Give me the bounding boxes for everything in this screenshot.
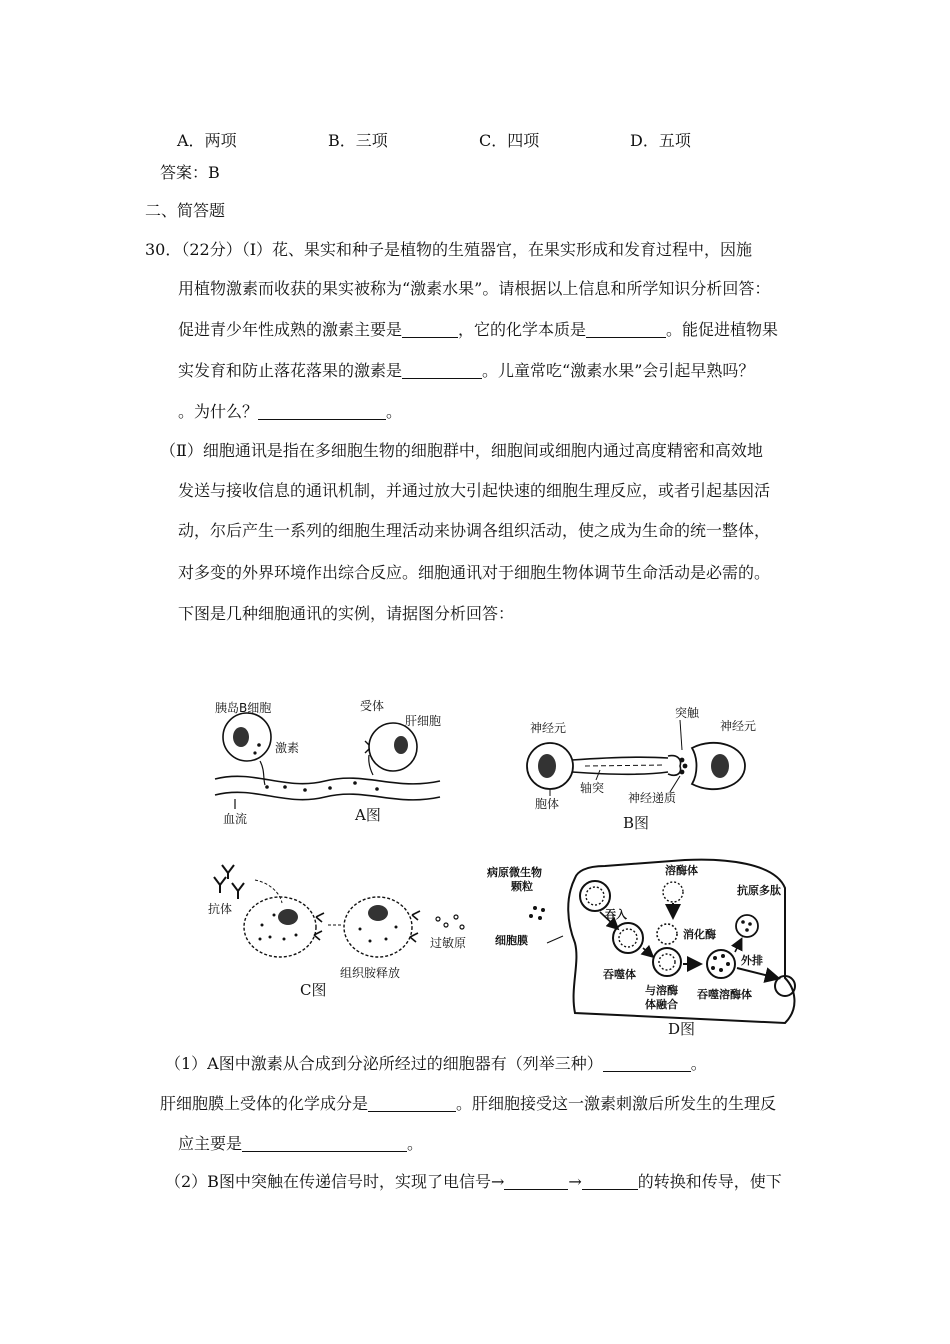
answer-blank[interactable] [402, 321, 458, 338]
label-phagosome: 吞噬体 [603, 968, 636, 981]
option-b: B．三项 [328, 131, 388, 150]
answer: 答案：B [160, 163, 220, 182]
part2-line-2: 发送与接收信息的通讯机制，并通过放大引起快速的细胞生理反应，或者引起基因活 [178, 481, 771, 500]
label-axon: 轴突 [580, 781, 605, 795]
fused-vesicle [653, 948, 681, 976]
antigen-vesicle [736, 915, 758, 937]
q30-line-3: 促进青少年性成熟的激素主要是 ，它的化学本质是 。能促进植物果 [178, 320, 779, 339]
vesicle-top [580, 881, 610, 911]
q30-line-5: 。为什么？ 。 [178, 402, 403, 421]
label-exocytosis: 外排 [741, 954, 763, 967]
pathogen-particles [529, 906, 545, 920]
label-liver-cell: 肝细胞 [405, 714, 442, 728]
label-antigen: 抗原多肽 [737, 884, 781, 897]
label-histamine: 组织胺释放 [340, 966, 401, 980]
section-heading: 二、简答题 [145, 201, 226, 220]
answer-blank[interactable] [258, 403, 386, 420]
figure-c [200, 855, 490, 1005]
label-blood: 血流 [223, 812, 248, 826]
caption-c: C图 [300, 981, 327, 999]
label-synapse: 突触 [675, 706, 700, 720]
label-cell-body: 胞体 [535, 797, 560, 811]
phagolysosome [707, 950, 735, 978]
secretion-path [260, 761, 265, 785]
figure-a [205, 695, 470, 830]
label-phagolysosome: 吞噬溶酶体 [697, 988, 752, 1001]
option-d: D．五项 [630, 131, 691, 150]
label-membrane: 细胞膜 [495, 934, 528, 947]
arrow-antibody [255, 880, 282, 903]
label-neurotransmitter: 神经递质 [628, 791, 677, 805]
label-pathogen-2: 颗粒 [511, 880, 533, 893]
answer-blank[interactable] [242, 1135, 407, 1152]
sub1-line-3: 应主要是 。 [178, 1134, 424, 1153]
label-enzyme: 消化酶 [683, 928, 716, 941]
q30-line-4: 实发育和防止落花落果的激素是 。儿童常吃“激素水果”会引起早熟吗？ [178, 361, 755, 380]
sub1-line-1: （1）A图中激素从合成到分泌所经过的细胞器有（列举三种） 。 [165, 1054, 707, 1073]
answer-blank[interactable] [368, 1095, 456, 1112]
q30-line-1: 30．（22分）（Ⅰ）花、果实和种子是植物的生殖器官，在果实形成和发育过程中，因施 [145, 240, 753, 259]
part2-line-5: 下图是几种细胞通讯的实例，请据图分析回答： [178, 604, 515, 623]
label-fuse-2: 体融合 [645, 998, 678, 1011]
caption-a: A图 [355, 806, 381, 824]
allergen-particles [436, 915, 464, 929]
answer-blank[interactable] [586, 321, 666, 338]
figure-d [485, 848, 815, 1043]
answer-blank[interactable] [504, 1173, 568, 1190]
label-lysosome: 溶酶体 [665, 864, 698, 877]
lysosome-small [657, 924, 677, 944]
part2-line-1: （Ⅱ）细胞通讯是指在多细胞生物的细胞群中，细胞间或细胞内通过高度精密和高效地 [160, 441, 763, 460]
figure-b [520, 700, 780, 840]
liver-cell [365, 723, 417, 771]
sub1-line-2: 肝细胞膜上受体的化学成分是 。肝细胞接受这一激素刺激后所发生的生理反 [160, 1094, 777, 1113]
postsynaptic-neuron [692, 743, 745, 789]
sub2-line-1: （2）B图中突触在传递信号时，实现了电信号→ → 的转换和传导，使下 [165, 1172, 782, 1191]
caption-d: D图 [668, 1020, 696, 1038]
label-pathogen-1: 病原微生物 [487, 866, 542, 879]
label-receptor: 受体 [360, 699, 385, 713]
part2-line-4: 对多变的外界环境作出综合反应。细胞通讯对于细胞生物体调节生命活动是必需的。 [178, 563, 771, 582]
lysosome [663, 882, 683, 902]
label-neuron-left: 神经元 [530, 721, 567, 735]
label-hormone: 激素 [275, 741, 300, 755]
islet-b-cell [223, 713, 271, 761]
label-fuse-1: 与溶酶 [645, 984, 678, 997]
label-antibody: 抗体 [208, 902, 233, 916]
answer-blank[interactable] [582, 1173, 638, 1190]
q30-line-2: 用植物激素而收获的果实被称为“激素水果”。请根据以上信息和所学知识分析回答： [178, 279, 771, 298]
part2-line-3: 动，尔后产生一系列的细胞生理活动来协调各组织活动，使之成为生命的统一整体， [178, 521, 771, 540]
hormone-particles [265, 781, 379, 792]
phagosome [613, 923, 643, 953]
option-c: C．四项 [479, 131, 540, 150]
blood-vessel [215, 776, 440, 800]
caption-b: B图 [623, 814, 650, 832]
answer-blank[interactable] [402, 362, 482, 379]
mast-cell-right [344, 897, 420, 957]
label-neuron-right: 神经元 [720, 719, 757, 733]
answer-blank[interactable] [603, 1055, 691, 1072]
mast-cell-left [244, 897, 324, 957]
antibody-shapes [214, 865, 244, 899]
option-a: A．两项 [177, 131, 237, 150]
label-allergen: 过敏原 [430, 936, 467, 950]
label-islet-cell: 胰岛B细胞 [215, 701, 272, 715]
label-engulf: 吞入 [605, 908, 627, 921]
